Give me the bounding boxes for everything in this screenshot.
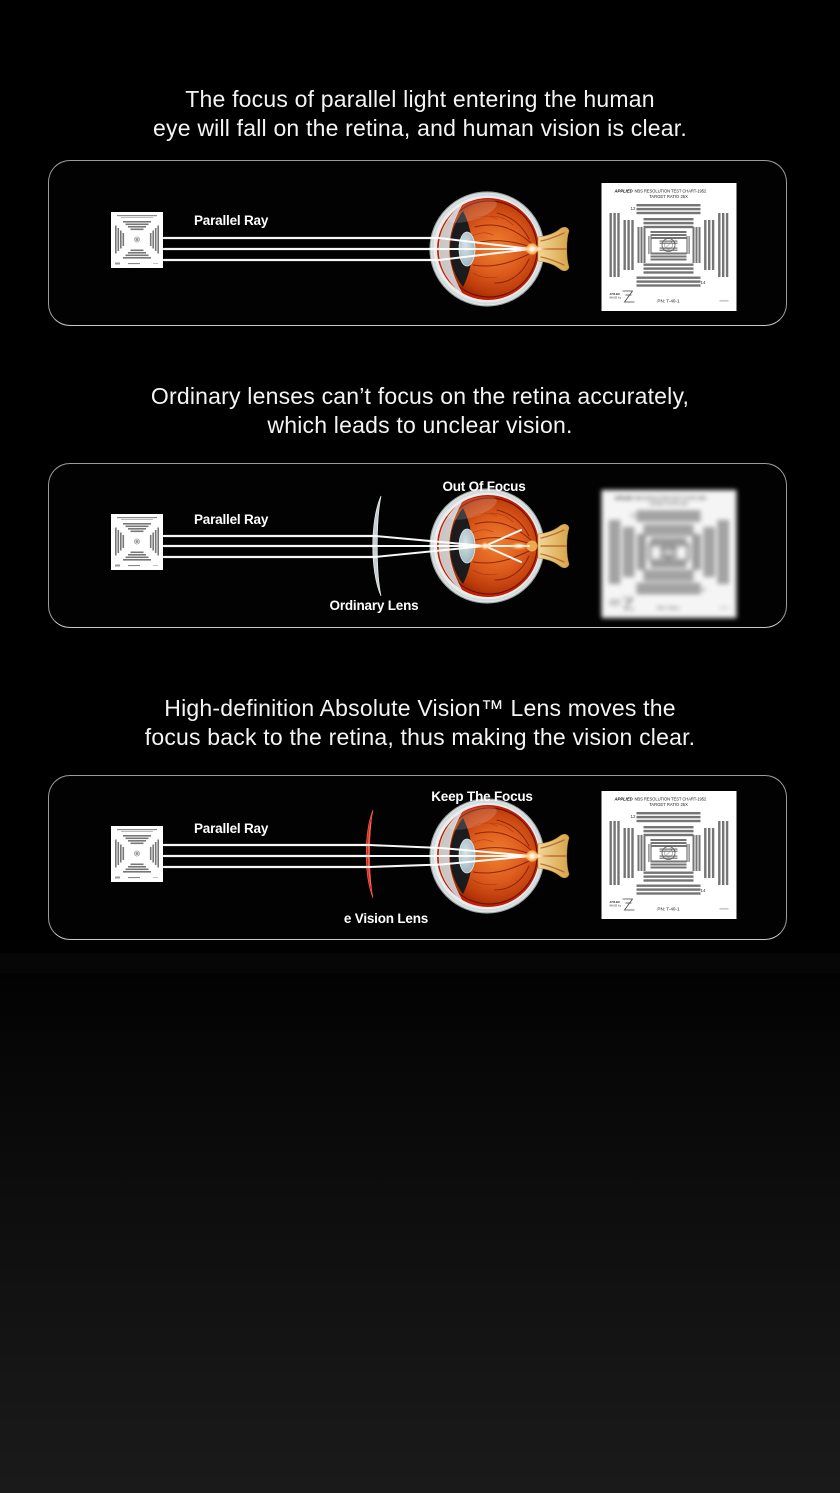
mini-test-chart	[111, 212, 163, 268]
section-divider	[0, 953, 840, 973]
focus-status-label: Keep The Focus	[431, 789, 533, 804]
focus-point	[525, 242, 539, 256]
lens-name-label: Ordinary Lens	[329, 598, 419, 613]
section1-heading	[0, 85, 840, 142]
parallel-ray-label: Parallel Ray	[194, 213, 269, 228]
section3-heading	[0, 694, 840, 751]
focus-point	[525, 849, 539, 863]
section3-diagram-panel	[48, 775, 787, 940]
early-focus-point	[480, 541, 490, 551]
absolute-vision-lens-illustration	[366, 810, 373, 898]
resolution-test-chart-blurred	[601, 490, 737, 618]
heading-line-2: eye will fall on the retina, and human vision is clear.	[153, 114, 687, 141]
focus-status-label: Out Of Focus	[442, 479, 526, 494]
heading-line-1: High-definition Absolute Vision™ Lens moves the	[164, 695, 676, 721]
parallel-ray-label: Parallel Ray	[194, 821, 269, 836]
resolution-test-chart-sharp	[601, 791, 737, 919]
retina-glow	[508, 542, 530, 551]
mini-test-chart	[111, 514, 163, 570]
heading-line-1: Ordinary lenses can’t focus on the retina accurately,	[150, 383, 690, 409]
resolution-test-chart-sharp	[601, 183, 737, 311]
section2-heading	[0, 382, 840, 439]
section1-diagram-panel	[48, 160, 787, 326]
lens-name-label: e Vision Lens	[343, 911, 429, 926]
heading-line-2: which leads to unclear vision.	[267, 411, 573, 438]
mini-test-chart	[111, 826, 163, 882]
parallel-ray-label: Parallel Ray	[194, 512, 269, 527]
section2-diagram-panel	[48, 463, 787, 628]
heading-line-1: The focus of parallel light entering the human	[185, 86, 655, 112]
heading-line-2: focus back to the retina, thus making the vision clear.	[144, 723, 696, 750]
